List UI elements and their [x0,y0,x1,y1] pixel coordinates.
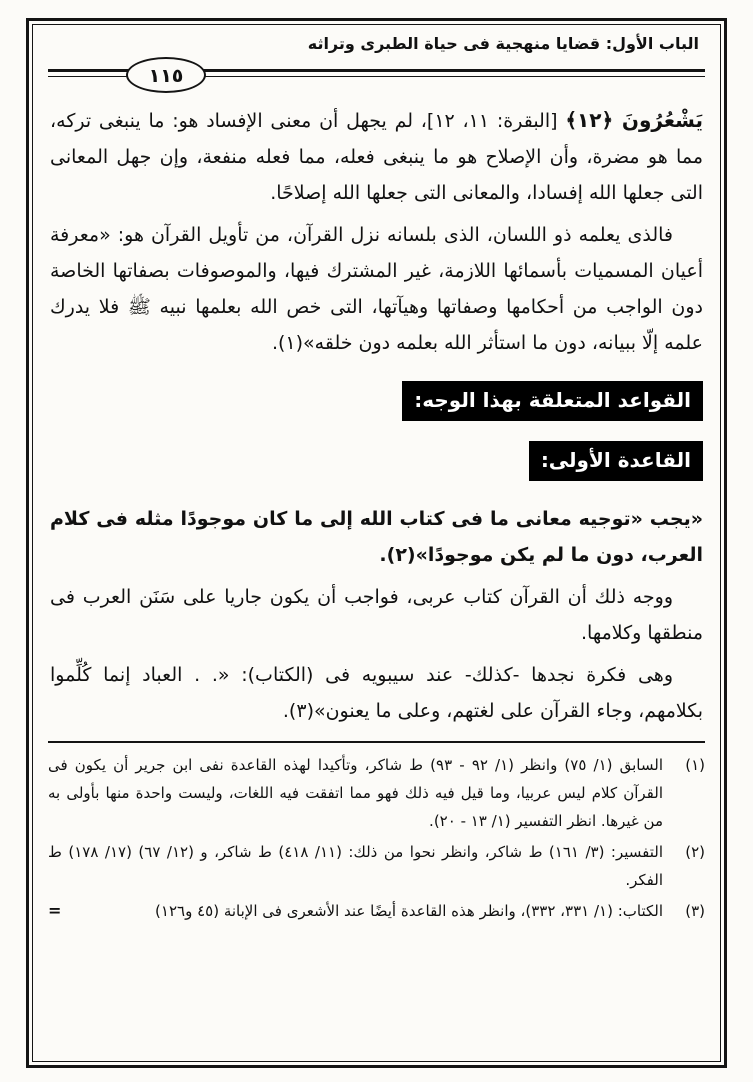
footnotes-section [48,741,705,925]
header-rule [48,56,705,96]
paragraph-explanation: ووجه ذلك أن القرآن كتاب عربى، فواجب أن يكون جاريا على سَنَن العرب فى منطقها وكلامها. [50,586,703,644]
footnote-text: التفسير: (٣/ ١٦١) ط شاكر، وانظر نحوا من ذلك: (١١/ ٤١٨) ط شاكر، و (١٢/ ٦٧) (١٧/ ١٧٨) ط الفكر. [48,843,664,889]
continuation-mark: = [48,901,62,920]
footnote-number: (١) [685,756,705,774]
page-header [48,29,705,96]
quran-word: يَشْعُرُونَ ﴿١٢﴾ [565,108,703,132]
footnote-text: الكتاب: (١/ ٣٣١، ٣٣٢)، وانظر هذه القاعدة أيضًا عند الأشعرى فى الإبانة (٤٥ و١٢٦) [155,902,663,920]
paragraph-sibawayh: وهى فكرة نجدها -كذلك- عند سيبويه فى (الكتاب): «. . العباد إنما كُلِّموا بكلامهم، وجاء القرآن على لغتهم، وعلى ما يعنون»(٣). [50,664,703,722]
page-body [48,96,705,729]
chapter-title: الباب الأول: قضايا منهجية فى حياة الطبرى وتراثه [307,34,699,53]
footnote-item [48,897,705,925]
footnote-item [48,838,705,894]
paragraph-tawil-definition: فالذى يعلمه ذو اللسان، الذى بلسانه نزل القرآن، من تأويل القرآن هو: «معرفة أعيان المسميات بأسمائها اللازمة، غير المشترك فيها، والموصوفات بصفاتها الخاصة دون الواجب من أحكامها وصفاتها وهيآتها، التى خص الله بعلمها نبيه ﷺ فلا يدرك علمه إلّا ببيانه، دون ما استأثر الله بعلمه دون خلقه»(١). [50,224,703,354]
page-number-badge: ١١٥ [126,57,206,93]
footnote-number: (٣) [685,902,705,920]
rule-statement-paragraph: «يجب «توجيه معانى ما فى كتاب الله إلى ما كان موجودًا مثله فى كلام العرب، دون ما لم يكن موجودًا»(٢). [50,508,703,566]
footnote-item [48,751,705,835]
rule-heading-block: القاعدة الأولى: [529,441,703,481]
paragraph-text: [البقرة: ١١، ١٢]، لم يجهل أن معنى الإفساد هو: ما ينبغى تركه، مما هو مضرة، وأن الإصلاح هو ما ينبغى فعله، مما فعله منفعة، وإن جهل المعانى التى جعلها الله إفسادا، والمعانى التى جعلها الله إصلاحًا. [50,110,703,204]
page-frame [26,18,727,1068]
section-heading-block: القواعد المتعلقة بهذا الوجه: [402,381,703,421]
footnote-number: (٢) [685,843,705,861]
footnote-text: السابق (١/ ٧٥) وانظر (١/ ٩٢ - ٩٣) ط شاكر، وتأكيدا لهذه القاعدة نفى ابن جرير أن يكون فى القرآن كلام ليس عربيا، وما قيل فيه ذلك فهو مما اتفقت فيه اللغات، وليست واحدة منها بأولى به من غيرها. انظر التفسير (١/ ١٣ - ٢٠). [48,756,663,830]
paragraph-quran-citation [50,102,703,211]
page-frame-inner [32,24,721,1062]
